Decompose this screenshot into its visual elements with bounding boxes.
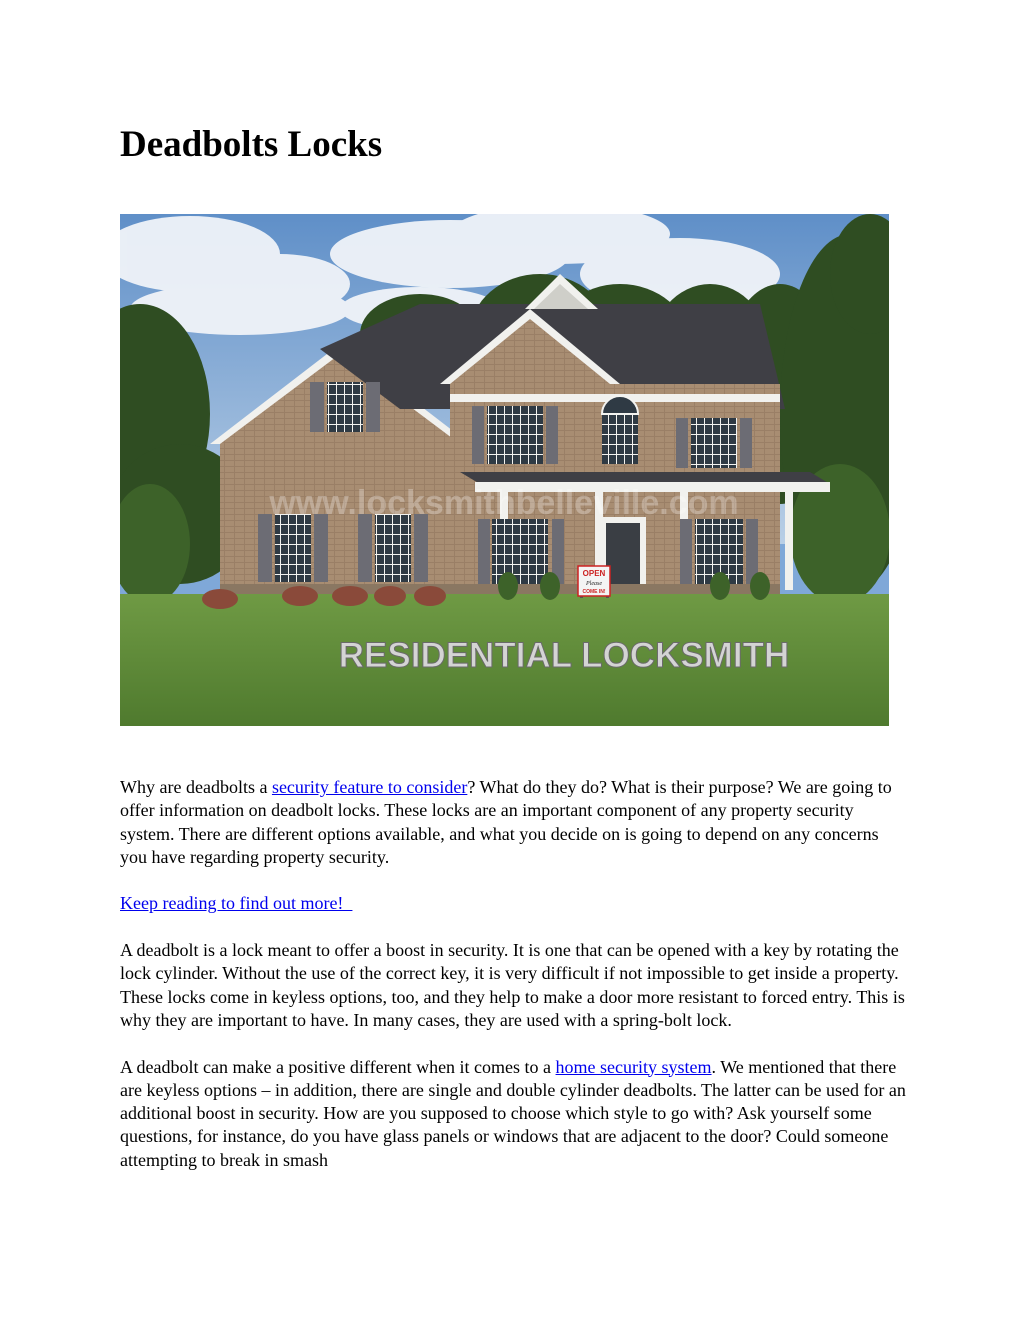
hero-caption: RESIDENTIAL LOCKSMITH [338, 636, 790, 675]
open-house-sign [578, 566, 610, 598]
paragraph-options-text-2: . We mentioned that there are keyless options – in addition, there are single and double cylinder deadbolts. The latter can be used for an additional boost in security. How are you supposed to choose which style to go with? Ask yourself some questions, for instance, do you have glass panels or windows that are adjacent to the door? Could someone attempting to break in smash [120, 1056, 906, 1170]
hero-image [120, 214, 889, 726]
paragraph-intro [120, 776, 910, 869]
sign-bottom-text: COME IN! [582, 589, 606, 595]
paragraph-intro-text-1: Why are deadbolts a [120, 777, 272, 797]
sign-top-text: OPEN [582, 569, 606, 578]
paragraph-read-more [120, 892, 910, 915]
page-title: Deadbolts Locks [120, 124, 383, 165]
keep-reading-link[interactable]: Keep reading to find out more! [120, 893, 353, 914]
paragraph-options-text-1: A deadbolt can make a positive different when it comes to a [120, 1056, 556, 1077]
home-security-link[interactable]: home security system [555, 1056, 712, 1077]
article-body [120, 776, 910, 1195]
paragraph-deadbolt-definition: A deadbolt is a lock meant to offer a boost in security. It is one that can be opened with a key by rotating the lock cylinder. Without the use of the correct key, it is very difficult if not impossible to get inside a property. These locks come in keyless options, too, and they help to make a door more resistant to forced entry. This is why they are important to have. In many cases, they are used with a spring-bolt lock. [120, 940, 905, 1030]
paragraph-deadbolt-options [120, 1056, 910, 1172]
paragraph-intro-text-2: ? What do they do? What is their purpose? We are going to offer information on deadbolt locks. These locks are an important component of any property security system. There are different options available, and what you decide on is going to depend on any concerns you have regarding property security. [120, 777, 892, 867]
sign-middle-text: Please [586, 581, 602, 587]
watermark-text: www.locksmithbelleville.com [269, 484, 739, 522]
house-photo [120, 214, 889, 726]
security-feature-link[interactable]: security feature to consider [271, 777, 468, 797]
